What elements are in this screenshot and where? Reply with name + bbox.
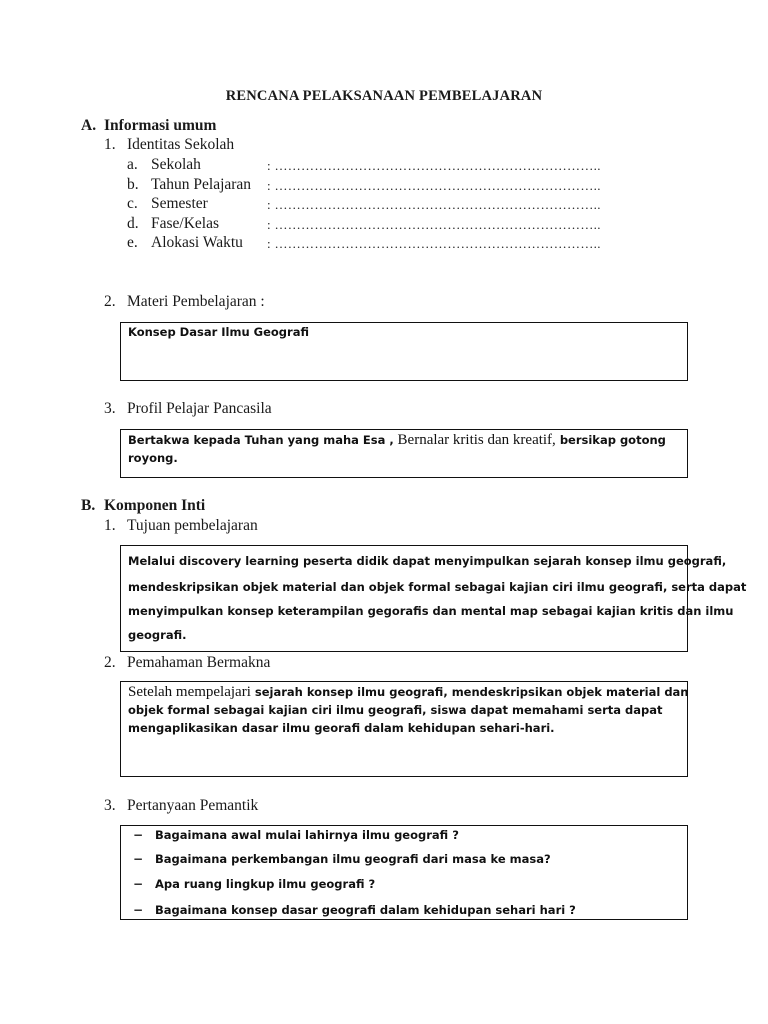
profil-label: Profil Pelajar Pancasila	[127, 400, 272, 417]
pertanyaan-label: Pertanyaan Pemantik	[127, 797, 259, 814]
identitas-row-label: Tahun Pelajaran	[151, 176, 252, 193]
profil-part-1: Bertakwa kepada Tuhan yang maha Esa ,	[128, 433, 394, 447]
pemahaman-line-1	[128, 684, 689, 701]
bullet-dash-icon: −	[133, 852, 144, 866]
identitas-row-letter: c.	[127, 195, 138, 212]
identitas-row-label: Sekolah	[151, 156, 201, 173]
pemahaman-line-2: objek formal sebagai kajian ciri ilmu geografi, siswa dapat memahami serta dapat	[128, 703, 663, 717]
bullet-dash-icon: −	[133, 828, 144, 842]
identitas-row-label: Alokasi Waktu	[151, 234, 243, 251]
pemahaman-label: Pemahaman Bermakna	[127, 654, 271, 671]
profil-line-1	[128, 432, 666, 449]
materi-content: Konsep Dasar Ilmu Geografi	[128, 325, 309, 339]
identitas-label: Identitas Sekolah	[127, 136, 235, 153]
identitas-row-letter: d.	[127, 215, 139, 232]
profil-number: 3.	[104, 400, 116, 417]
pemahaman-number: 2.	[104, 654, 116, 671]
tujuan-line: menyimpulkan konsep keterampilan gegorafis dan mental map sebagai kajian kritis dan ilmu	[128, 604, 734, 618]
profil-part-2: Bernalar kritis dan kreatif,	[393, 432, 556, 448]
pertanyaan-number: 3.	[104, 797, 116, 814]
document-title: RENCANA PELAKSANAAN PEMBELAJARAN	[225, 88, 543, 104]
materi-number: 2.	[104, 293, 116, 310]
identitas-row-letter: b.	[127, 176, 139, 193]
identitas-row-value: : ………………………………………………………………..	[267, 158, 601, 173]
pemahaman-lead: Setelah mempelajari	[128, 684, 251, 700]
identitas-row-label: Semester	[151, 195, 208, 212]
section-a-letter: A.	[81, 117, 97, 134]
pemahaman-line-3: mengaplikasikan dasar ilmu georafi dalam kehidupan sehari-hari.	[128, 721, 555, 735]
tujuan-number: 1.	[104, 517, 116, 534]
section-b-heading: Komponen Inti	[104, 497, 206, 514]
pemahaman-line-1-rest: sejarah konsep ilmu geografi, mendeskripsikan objek material dan	[250, 685, 689, 699]
identitas-row-value: : ………………………………………………………………..	[267, 236, 601, 251]
tujuan-line: mendeskripsikan objek material dan objek formal sebagai kajian ciri ilmu geografi, serta dapat	[128, 580, 747, 594]
profil-line-2: royong.	[128, 451, 178, 465]
pertanyaan-item: Bagaimana perkembangan ilmu geografi dari masa ke masa?	[155, 852, 551, 866]
identitas-row-value: : ………………………………………………………………..	[267, 178, 601, 193]
identitas-row-value: : ………………………………………………………………..	[267, 197, 601, 212]
bullet-dash-icon: −	[133, 877, 144, 891]
tujuan-line: geografi.	[128, 628, 187, 642]
section-a-heading: Informasi umum	[104, 117, 217, 134]
identitas-row-letter: a.	[127, 156, 138, 173]
identitas-row-value: : ………………………………………………………………..	[267, 217, 601, 232]
identitas-row-letter: e.	[127, 234, 138, 251]
profil-part-3: bersikap gotong	[555, 433, 666, 447]
section-b-letter: B.	[81, 497, 96, 514]
identitas-row-label: Fase/Kelas	[151, 215, 220, 232]
materi-label: Materi Pembelajaran :	[127, 293, 265, 310]
pertanyaan-item: Bagaimana awal mulai lahirnya ilmu geografi ?	[155, 828, 459, 842]
pertanyaan-item: Bagaimana konsep dasar geografi dalam kehidupan sehari hari ?	[155, 903, 576, 917]
identitas-number: 1.	[104, 136, 116, 153]
tujuan-line: Melalui discovery learning peserta didik dapat menyimpulkan sejarah konsep ilmu geografi,	[128, 554, 727, 568]
bullet-dash-icon: −	[133, 903, 144, 917]
tujuan-label: Tujuan pembelajaran	[127, 517, 258, 534]
pertanyaan-item: Apa ruang lingkup ilmu geografi ?	[155, 877, 376, 891]
